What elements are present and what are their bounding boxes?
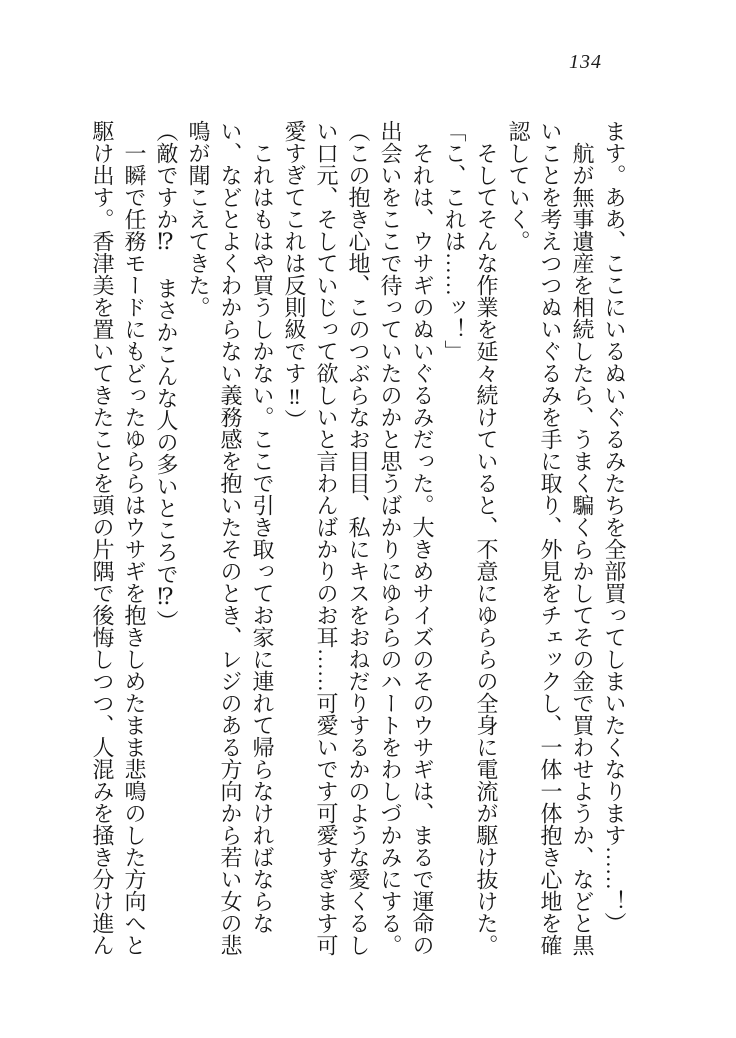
paragraph-8: （敵ですか⁉ まさかこんな人の多いところで⁉） — [154, 120, 179, 632]
paragraph-1: ます。ああ、ここにいるぬいぐるみたちを全部買ってしまいたくなります……！） — [602, 120, 627, 934]
page-number: 134 — [569, 51, 602, 73]
body-text — [86, 120, 630, 957]
paragraph-6: （この抱き心地、このつぶらなお目目、私にキスをおねだりするかのような愛くるしい口元、そしていじって欲しいと言わんばかりのお耳……可愛いです可愛すぎます可愛すぎてこれは反則級です‼） — [282, 120, 371, 956]
paragraph-7: これはもはや買うしかない。ここで引き取ってお家に連れて帰らなければならない、などとよくわからない義務感を抱いたそのとき、レジのある方向から若い女の悲鳴が聞こえてきた。 — [186, 120, 275, 956]
paragraph-2: 航が無事遺産を相続したら、うまく騙くらかしてその金で買わせようか、などと黒いことを考えつつぬいぐるみを手に取り、外見をチェックし、一体一体抱き心地を確認していく。 — [506, 120, 595, 956]
paragraph-5: それは、ウサギのぬいぐるみだった。大きめサイズのそのウサギは、まるで運命の出会いをここで待っていたのかと思うばかりにゆららのハートをわしづかみにする。 — [378, 120, 435, 956]
paragraph-3: そしてそんな作業を延々続けていると、不意にゆららの全身に電流が駆け抜けた。 — [474, 142, 499, 956]
paragraph-9: 一瞬で任務モードにもどったゆららはウサギを抱きしめたまま悲鳴のした方向へと駆け出す。香津美を置いてきたことを頭の片隅で後悔しつつ、人混みを掻き分け進ん — [90, 120, 147, 956]
paragraph-4: 「こ、これは……ッ！」 — [442, 120, 467, 362]
